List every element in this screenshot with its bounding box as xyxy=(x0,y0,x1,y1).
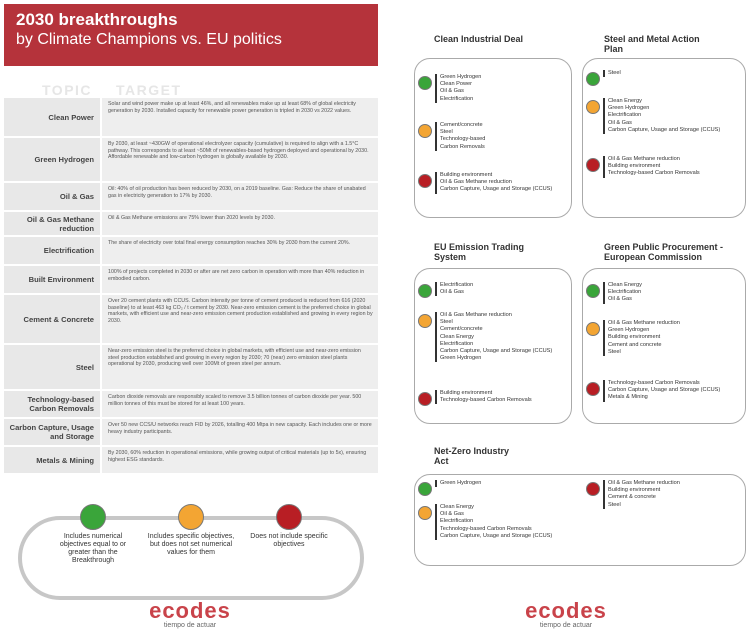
list-item: Building environment xyxy=(608,334,661,341)
table-row xyxy=(4,447,378,473)
list-item: Electrification xyxy=(440,95,474,102)
page-subtitle: by Climate Champions vs. EU politics xyxy=(16,31,282,48)
list-item: Oil & Gas Methane reduction xyxy=(608,156,680,162)
row-target: 100% of projects completed in 2030 or after are net zero carbon in operation with more than 40% reduction in embodied carbon. xyxy=(102,266,378,293)
card-title-nzia: Net-Zero Industry Act xyxy=(434,446,510,466)
legend-red xyxy=(244,504,334,549)
row-target: Near-zero emission steel is the preferred choice in global markets, with efficient use and near-zero emission steel production established and growing in every region by 2030; 70 (near) zero emission steel plants operational by 2030, producing well over 100Mt of green steel per annum. xyxy=(102,345,378,389)
list-item: Oil & Gas xyxy=(440,511,464,518)
green-dot-icon xyxy=(586,284,600,298)
row-topic: Oil & Gas xyxy=(4,183,100,210)
item-list xyxy=(435,74,481,103)
title-banner xyxy=(4,4,378,66)
row-target: Over 50 new CCS/U networks reach FID by 2026, totalling 400 Mtpa in new capacity. Each includes one or more heavy industry participants. xyxy=(102,419,378,445)
list-item: Electrification xyxy=(608,289,642,296)
group-green xyxy=(418,74,481,103)
green-dot-icon xyxy=(418,76,432,90)
item-list xyxy=(435,282,473,296)
list-item: Carbon Capture, Usage and Storage (CCUS) xyxy=(608,387,721,394)
item-list xyxy=(435,504,552,540)
list-item: Electrification xyxy=(440,340,474,347)
list-item: Clean Energy xyxy=(440,504,474,510)
list-item: Cement and concrete xyxy=(608,341,662,348)
group-yellow xyxy=(418,504,552,540)
row-topic: Carbon Capture, Usage and Storage xyxy=(4,419,100,445)
item-list xyxy=(603,98,720,134)
group-red xyxy=(586,380,720,402)
list-item: Steel xyxy=(608,70,621,76)
row-target: Oil & Gas Methane emissions are 75% lower than 2020 levels by 2030. xyxy=(102,212,378,235)
list-item: Green Hydrogen xyxy=(440,74,482,80)
group-red xyxy=(418,390,532,406)
list-item: Building environment xyxy=(608,163,661,170)
logo-tagline: tiempo de actuar xyxy=(163,622,217,629)
list-item: Clean Energy xyxy=(608,282,642,288)
list-item: Electrification xyxy=(608,112,642,119)
list-item: Technology-based Carbon Removals xyxy=(608,380,700,386)
list-item: Oil & Gas xyxy=(440,289,464,296)
group-yellow xyxy=(418,312,552,362)
list-item: Oil & Gas Methane reduction xyxy=(608,320,680,326)
list-item: Oil & Gas xyxy=(608,296,632,303)
ecodes-logo-right xyxy=(518,600,614,630)
table-row xyxy=(4,345,378,389)
list-item: Building environment xyxy=(440,390,493,396)
card-title-steel-metal: Steel and Metal Action Plan xyxy=(604,34,700,54)
row-target: By 2030, 60% reduction in operational emissions, while growing output of critical materials (up to 5x), ensuring highest ESG standards. xyxy=(102,447,378,473)
group-green xyxy=(418,282,473,298)
item-list xyxy=(603,480,680,509)
row-topic: Oil & Gas Methane reduction xyxy=(4,212,100,235)
list-item: Electrification xyxy=(440,282,474,288)
list-item: Oil & Gas Methane reduction xyxy=(440,312,512,318)
list-item: Clean Energy xyxy=(440,333,474,340)
group-red xyxy=(418,172,552,194)
group-green xyxy=(586,282,642,304)
list-item: Technology-based Carbon Removals xyxy=(440,525,532,532)
list-item: Building environment xyxy=(440,172,493,178)
logo-mark: ecodes xyxy=(149,598,231,623)
row-target: The share of electricity over total final energy consumption reaches 30% by 2030 from the current 20%. xyxy=(102,237,378,264)
item-list xyxy=(603,70,621,77)
red-dot-icon xyxy=(418,392,432,406)
item-list xyxy=(435,480,481,487)
table-row xyxy=(4,138,378,181)
row-topic: Electrification xyxy=(4,237,100,264)
yellow-dot-icon xyxy=(586,100,600,114)
card-title-clean-industrial: Clean Industrial Deal xyxy=(434,34,524,44)
table-row xyxy=(4,183,378,210)
row-target: Carbon dioxide removals are responsibly scaled to remove 3.5 billion tonnes of carbon dioxide per year. 500 million tonnes of this must be stored for at least 100 years. xyxy=(102,391,378,417)
list-item: Technology-based Carbon Removals xyxy=(440,397,532,404)
list-item: Carbon Capture, Usage and Storage (CCUS) xyxy=(608,126,721,133)
group-green xyxy=(586,70,621,86)
table-row xyxy=(4,98,378,136)
breakthroughs-panel xyxy=(4,4,378,632)
row-target: By 2030, at least ~430GW of operational electrolyzer capacity (cumulative) is required to align with a 1.5°C pathway. This corresponds to at least ~50Mt of renewables-based hydrogen deployed and operational by 2030. Affordable renewable and low-carbon hydrogen is globally available by 2030. xyxy=(102,138,378,181)
red-dot-icon xyxy=(418,174,432,188)
target-column-header: TARGET xyxy=(116,82,182,98)
list-item: Oil & Gas Methane reduction xyxy=(440,179,512,186)
list-item: Green Hydrogen xyxy=(608,105,650,112)
card-title-green-procurement: Green Public Procurement - European Commission xyxy=(604,242,724,262)
list-item: Oil & Gas xyxy=(608,119,632,126)
list-item: Carbon Capture, Usage and Storage (CCUS) xyxy=(440,532,553,539)
list-item: Cement/concrete xyxy=(440,326,483,333)
group-yellow xyxy=(418,122,485,151)
row-topic: Technology-based Carbon Removals xyxy=(4,391,100,417)
red-dot-icon xyxy=(586,382,600,396)
ecodes-logo-left xyxy=(142,600,238,630)
table-row xyxy=(4,237,378,264)
list-item: Green Hydrogen xyxy=(440,480,482,486)
table-row xyxy=(4,266,378,293)
row-topic: Metals & Mining xyxy=(4,447,100,473)
list-item: Building environment xyxy=(608,487,661,494)
item-list xyxy=(435,172,552,194)
item-list xyxy=(603,156,700,178)
item-list xyxy=(435,390,532,404)
table-row xyxy=(4,419,378,445)
table-row xyxy=(4,295,378,343)
row-topic: Clean Power xyxy=(4,98,100,136)
legend-green xyxy=(48,504,138,565)
yellow-dot-icon xyxy=(178,504,204,530)
group-yellow xyxy=(586,98,720,134)
list-item: Clean Power xyxy=(440,81,473,88)
logo-tagline: tiempo de actuar xyxy=(539,622,593,629)
list-item: Technology-based xyxy=(440,136,486,143)
topic-column-header: TOPIC xyxy=(42,82,93,98)
list-item: Green Hydrogen xyxy=(608,327,650,334)
row-target: Oil: 40% of oil production has been reduced by 2030, on a 2019 baseline. Gas: Reduce the share of unabated gas in electricity generation to 17% by 2030. xyxy=(102,183,378,210)
group-red xyxy=(586,156,700,178)
list-item: Green Hydrogen xyxy=(440,355,482,362)
list-item: Oil & Gas Methane reduction xyxy=(608,480,680,486)
legend-yellow xyxy=(146,504,236,557)
red-dot-icon xyxy=(276,504,302,530)
row-topic: Cement & Concrete xyxy=(4,295,100,343)
list-item: Steel xyxy=(608,348,621,355)
page-title: 2030 breakthroughs xyxy=(16,10,178,29)
yellow-dot-icon xyxy=(586,322,600,336)
list-item: Oil & Gas xyxy=(440,88,464,95)
green-dot-icon xyxy=(418,482,432,496)
legend-red-text: Does not include specific objectives xyxy=(250,533,328,548)
eu-policies-panel xyxy=(390,0,751,636)
list-item: Technology-based Carbon Removals xyxy=(608,170,700,177)
red-dot-icon xyxy=(586,482,600,496)
logo-mark: ecodes xyxy=(525,598,607,623)
list-item: Steel xyxy=(608,501,621,508)
item-list xyxy=(435,312,552,362)
yellow-dot-icon xyxy=(418,506,432,520)
list-item: Steel xyxy=(440,319,453,326)
list-item: Carbon Removals xyxy=(440,143,485,150)
item-list xyxy=(603,380,720,402)
table-row xyxy=(4,391,378,417)
yellow-dot-icon xyxy=(418,124,432,138)
red-dot-icon xyxy=(586,158,600,172)
item-list xyxy=(603,320,680,356)
row-target: Over 20 cement plants with CCUS. Carbon intensity per tonne of cement produced is reduced from 616 (2020 baseline) to at least 463 kg CO₂ / t cement by 2030. Near-zero emission cement is the preferred choice in global markets, with efficient use and near-zero emission cement production established and growing in every region by 2030. xyxy=(102,295,378,343)
row-target: Solar and wind power make up at least 46%, and all renewables make up at least 68% of global electricity generation by 2030. Installed capacity for renewable power generation is tripled in 2030 vs 2022 values. xyxy=(102,98,378,136)
list-item: Electrification xyxy=(440,518,474,525)
legend-green-text: Includes numerical objectives equal to or greater than the Breakthrough xyxy=(59,533,127,564)
item-list xyxy=(435,122,485,151)
group-yellow xyxy=(586,320,680,356)
list-item: Clean Energy xyxy=(608,98,642,104)
card-title-eu-ets: EU Emission Trading System xyxy=(434,242,525,262)
row-topic: Built Environment xyxy=(4,266,100,293)
list-item: Carbon Capture, Usage and Storage (CCUS) xyxy=(440,348,553,355)
row-topic: Green Hydrogen xyxy=(4,138,100,181)
list-item: Cement & concrete xyxy=(608,494,656,501)
green-dot-icon xyxy=(418,284,432,298)
yellow-dot-icon xyxy=(418,314,432,328)
targets-table xyxy=(4,98,378,475)
list-item: Steel xyxy=(440,129,453,136)
list-item: Carbon Capture, Usage and Storage (CCUS) xyxy=(440,186,553,193)
row-topic: Steel xyxy=(4,345,100,389)
green-dot-icon xyxy=(586,72,600,86)
group-green xyxy=(418,480,481,496)
item-list xyxy=(603,282,642,304)
list-item: Cement/concrete xyxy=(440,122,483,128)
list-item: Metals & Mining xyxy=(608,394,648,401)
legend-yellow-text: Includes specific objectives, but does not set numerical values for them xyxy=(147,533,235,556)
group-red xyxy=(586,480,680,509)
green-dot-icon xyxy=(80,504,106,530)
table-row xyxy=(4,212,378,235)
